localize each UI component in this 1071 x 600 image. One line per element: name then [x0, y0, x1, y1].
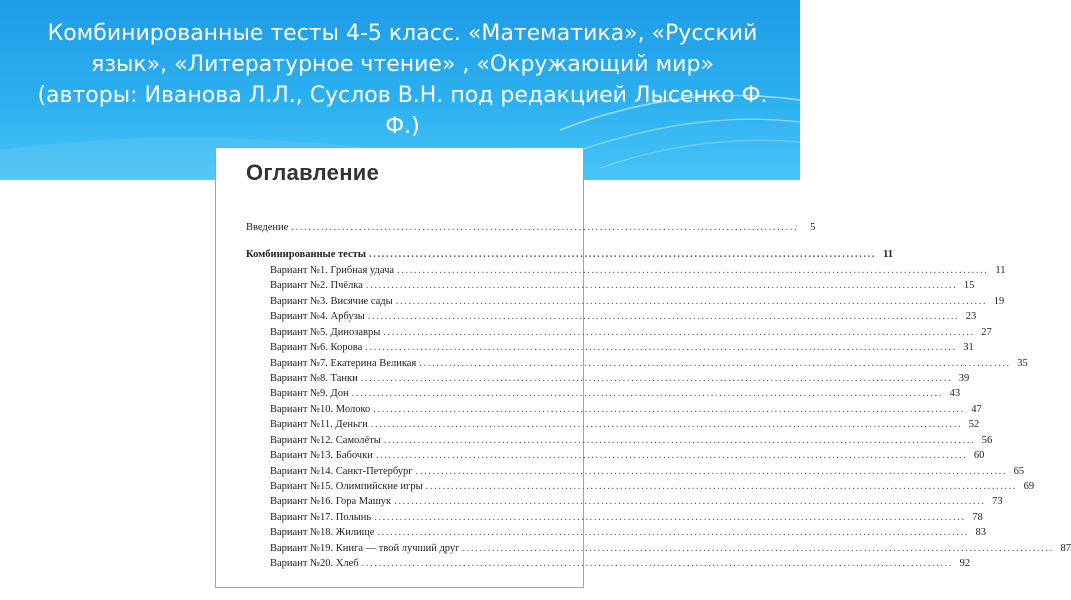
toc-entry-title: Вариант №6. Корова [270, 342, 363, 354]
toc-leader-dots: ............................................................................................................................................ [419, 357, 1011, 369]
toc-row-variant [246, 388, 961, 403]
toc-entry-title: Вариант №17. Полынь [270, 511, 372, 523]
toc-leader-dots: ............................................................................................................................................ [397, 264, 989, 276]
toc-leader-dots: ............................................................................................................................................ [361, 558, 954, 570]
toc-entry-page: 78 [972, 511, 983, 523]
toc-entry-page: 69 [1023, 481, 1035, 492]
toc-leader-dots: ........................................................................................................................ [291, 222, 799, 233]
toc-leader-dots: ............................................................................................................................................ [394, 496, 986, 508]
toc-variant-list [246, 264, 1071, 574]
toc-row-variant [246, 511, 983, 527]
toc-leader-dots: ............................................................................................................................................ [375, 450, 968, 462]
toc-entry-title: Вариант №11. Деньги [270, 419, 368, 431]
toc-leader-dots: ............................................................................................................................................ [377, 527, 969, 539]
toc-row-variant [246, 295, 1005, 311]
toc-row-intro [246, 222, 816, 237]
toc-leader-dots: ............................................................................................................................................ [415, 465, 1008, 477]
toc-entry-page: 56 [981, 434, 993, 446]
slide-title [30, 18, 775, 142]
toc-entry-title: Введение [246, 222, 289, 233]
toc-entry-title: Вариант №7. Екатерина Великая [270, 357, 417, 369]
toc-heading: Оглавление [246, 160, 380, 185]
toc-row-variant [246, 280, 975, 295]
toc-entry-page: 11 [995, 264, 1006, 276]
table-of-contents [246, 222, 1071, 574]
toc-row-variant [246, 434, 993, 450]
toc-entry-page: 19 [993, 295, 1005, 307]
toc-entry-title: Вариант №16. Гора Машук [270, 496, 392, 508]
toc-leader-dots: ............................................................................................................................................ [425, 481, 1018, 492]
toc-entry-page: 39 [958, 372, 970, 384]
toc-row-variant [246, 450, 985, 465]
toc-entry-title: Вариант №15. Олимпийские игры [270, 481, 423, 492]
toc-entry-page: 87 [1060, 542, 1071, 554]
toc-entry-page: 60 [973, 450, 985, 462]
slide-title-line: (авторы: Иванова Л.Л., Суслов В.Н. под редакцией Лысенко Ф. [37, 83, 768, 108]
toc-leader-dots: ........................................................................................................................ [369, 249, 876, 261]
slide-title-line: язык», «Литературное чтение» , «Окружающий мир» [91, 52, 714, 77]
toc-entry-title: Вариант №2. Пчёлка [270, 280, 363, 292]
toc-entry-title: Вариант №13. Бабочки [270, 450, 373, 462]
toc-leader-dots: ............................................................................................................................................ [395, 295, 988, 307]
toc-leader-dots: ............................................................................................................................................ [360, 372, 953, 384]
toc-leader-dots: ............................................................................................................................................ [365, 280, 958, 292]
toc-leader-dots: ............................................................................................................................................ [374, 511, 966, 523]
toc-entry-title: Вариант №3. Висячие сады [270, 295, 393, 307]
toc-entry-title: Вариант №12. Самолёты [270, 434, 381, 446]
toc-row-variant [246, 342, 974, 357]
toc-row-variant [246, 465, 1025, 481]
toc-entry-page: 83 [975, 527, 986, 539]
toc-leader-dots: ............................................................................................................................................ [462, 542, 1054, 554]
toc-row-variant [246, 357, 1028, 373]
slide-title-line: Комбинированные тесты 4-5 класс. «Математика», «Русский [47, 21, 758, 46]
toc-row-variant [246, 372, 970, 388]
toc-entry-title: Вариант №8. Танки [270, 372, 358, 384]
toc-entry-page: 65 [1013, 465, 1025, 477]
toc-row-variant [246, 326, 992, 342]
slide-title-line: Ф.) [385, 114, 420, 139]
toc-row-variant [246, 403, 982, 419]
toc-entry-page: 52 [968, 419, 980, 431]
toc-row-variant [246, 311, 977, 326]
toc-entry-title: Вариант №19. Книга — твой лучший друг [270, 542, 460, 554]
toc-row-section [246, 249, 893, 264]
toc-entry-title: Комбинированные тесты [246, 249, 366, 261]
toc-entry-page: 92 [959, 558, 971, 570]
toc-leader-dots: ............................................................................................................................................ [370, 419, 963, 431]
toc-entry-page: 31 [963, 342, 974, 354]
toc-leader-dots: ............................................................................................................................................ [351, 388, 944, 400]
toc-entry-title: Вариант №10. Молоко [270, 403, 371, 415]
toc-entry-page: 47 [971, 403, 982, 415]
toc-entry-title: Вариант №1. Грибная удача [270, 264, 395, 276]
toc-row-variant [246, 542, 1071, 558]
toc-row-variant [246, 481, 1035, 496]
toc-entry-page: 43 [949, 388, 961, 400]
toc-entry-page: 35 [1017, 357, 1028, 369]
toc-entry-title: Вариант №18. Жилище [270, 527, 375, 539]
toc-row-variant [246, 558, 971, 573]
toc-entry-page: 23 [965, 311, 977, 323]
toc-entry-page: 15 [963, 280, 975, 292]
toc-leader-dots: ............................................................................................................................................ [373, 403, 965, 415]
toc-row-variant [246, 264, 1006, 280]
toc-row-variant [246, 496, 1003, 511]
book-page-scan [215, 147, 1071, 588]
toc-entry-page: 11 [883, 249, 893, 261]
toc-leader-dots: ............................................................................................................................................ [383, 434, 976, 446]
toc-entry-title: Вариант №9. Дон [270, 388, 349, 400]
toc-entry-title: Вариант №4. Арбузы [270, 311, 365, 323]
toc-entry-title: Вариант №5. Динозавры [270, 326, 381, 338]
toc-row-variant [246, 419, 980, 434]
toc-entry-title: Вариант №14. Санкт-Петербург [270, 465, 413, 477]
toc-leader-dots: ............................................................................................................................................ [367, 311, 960, 323]
toc-entry-page: 5 [810, 222, 816, 233]
toc-entry-page: 27 [981, 326, 992, 338]
toc-leader-dots: ............................................................................................................................................ [383, 326, 975, 338]
toc-entry-page: 73 [992, 496, 1003, 508]
toc-row-variant [246, 527, 986, 542]
toc-entry-title: Вариант №20. Хлеб [270, 558, 359, 570]
toc-leader-dots: ............................................................................................................................................ [365, 342, 957, 354]
